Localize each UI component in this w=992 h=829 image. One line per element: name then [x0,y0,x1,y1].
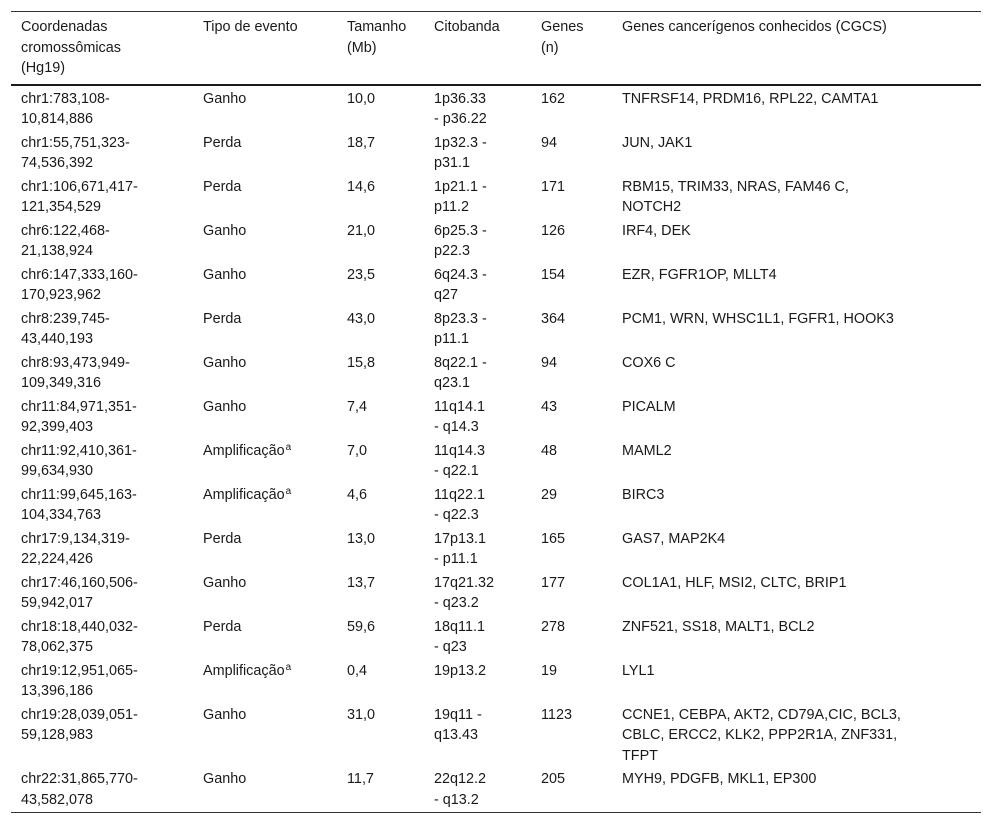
table-row [11,396,981,440]
table-row [11,264,981,308]
cell-size: 23,5 [347,266,376,283]
cell-genes-count: 29 [541,486,558,503]
header-cancer-genes: Genes cancerígenos conhecidos (CGCS) [622,19,887,35]
table-row [11,704,981,769]
cell-genes-count: 94 [541,354,558,371]
cell-cytoband: 1p36.33 - p36.22 [434,90,487,127]
cell-cytoband: 19q11 - q13.43 [434,706,482,743]
cell-size: 13,0 [347,530,376,547]
cell-event-type [193,264,337,308]
table-header-row [11,12,981,85]
cell-coordinates: chr17:46,160,506- 59,942,017 [21,574,138,611]
cell-event-type [193,176,337,220]
cell-genes-count: 48 [541,442,558,459]
table-body [11,85,981,813]
event-type-label: Ganho [203,574,247,591]
cell-size: 7,4 [347,398,368,415]
table-row [11,220,981,264]
cell-event-type [193,484,337,528]
cell-size: 59,6 [347,618,376,635]
cell-cancer-genes: MAML2 [622,442,672,459]
table-row [11,768,981,813]
event-type-label: Ganho [203,706,247,723]
event-type-label: Ganho [203,354,247,371]
event-type-label: Amplificação [203,486,285,503]
event-type-label: Perda [203,310,242,327]
cell-event-type [193,396,337,440]
cell-size: 4,6 [347,486,368,503]
cell-cancer-genes: LYL1 [622,662,655,679]
cell-size: 10,0 [347,90,376,107]
cell-cancer-genes: RBM15, TRIM33, NRAS, FAM46 C, NOTCH2 [622,178,849,215]
cell-cancer-genes: COX6 C [622,354,676,371]
cell-coordinates: chr19:28,039,051- 59,128,983 [21,706,138,743]
cell-genes-count: 177 [541,574,566,591]
cell-cancer-genes: PICALM [622,398,676,415]
cell-genes-count: 364 [541,310,566,327]
footnote-marker: a [285,661,292,673]
cell-coordinates: chr19:12,951,065- 13,396,186 [21,662,138,699]
cell-coordinates: chr6:122,468- 21,138,924 [21,222,110,259]
table-row [11,484,981,528]
cell-genes-count: 278 [541,618,566,635]
cell-cytoband: 11q14.3 - q22.1 [434,442,485,479]
event-type-label: Perda [203,134,242,151]
cell-cancer-genes: BIRC3 [622,486,665,503]
cell-size: 31,0 [347,706,376,723]
cell-size: 13,7 [347,574,376,591]
table-row [11,440,981,484]
cell-coordinates: chr11:92,410,361- 99,634,930 [21,442,137,479]
cell-cancer-genes: TNFRSF14, PRDM16, RPL22, CAMTA1 [622,90,879,107]
cell-coordinates: chr17:9,134,319- 22,224,426 [21,530,130,567]
cell-genes-count: 154 [541,266,566,283]
table-row [11,660,981,704]
cell-genes-count: 165 [541,530,566,547]
footnote-marker: a [285,485,292,497]
cell-event-type [193,616,337,660]
cell-cancer-genes: PCM1, WRN, WHSC1L1, FGFR1, HOOK3 [622,310,894,327]
table-row [11,308,981,352]
cell-cytoband: 11q14.1 - q14.3 [434,398,485,435]
cell-cancer-genes: COL1A1, HLF, MSI2, CLTC, BRIP1 [622,574,847,591]
cell-event-type [193,308,337,352]
cell-cytoband: 1p21.1 - p11.2 [434,178,487,215]
cell-coordinates: chr18:18,440,032- 78,062,375 [21,618,138,655]
event-type-label: Ganho [203,222,247,239]
event-type-label: Perda [203,178,242,195]
cell-event-type [193,132,337,176]
cnv-table [11,11,981,813]
cell-genes-count: 126 [541,222,566,239]
cell-cytoband: 22q12.2 - q13.2 [434,771,487,808]
cell-genes-count: 43 [541,398,558,415]
cell-size: 18,7 [347,134,376,151]
table-row [11,352,981,396]
header-cytoband: Citobanda [434,19,500,35]
cell-cytoband: 1p32.3 - p31.1 [434,134,487,171]
cell-coordinates: chr22:31,865,770- 43,582,078 [21,771,138,808]
cell-cytoband: 17p13.1 - p11.1 [434,530,487,567]
table-container [11,11,981,813]
cell-cancer-genes: ZNF521, SS18, MALT1, BCL2 [622,618,815,635]
cell-event-type [193,660,337,704]
cell-event-type [193,768,337,813]
cell-event-type [193,220,337,264]
cell-cytoband: 19p13.2 [434,662,487,679]
cell-genes-count: 94 [541,134,558,151]
cell-coordinates: chr1:783,108- 10,814,886 [21,90,110,127]
cell-cancer-genes: EZR, FGFR1OP, MLLT4 [622,266,777,283]
cell-size: 21,0 [347,222,376,239]
cell-genes-count: 1123 [541,706,572,723]
cell-size: 14,6 [347,178,376,195]
table-row [11,616,981,660]
cell-cytoband: 6p25.3 - p22.3 [434,222,487,259]
cell-cancer-genes: JUN, JAK1 [622,134,693,151]
cell-cancer-genes: GAS7, MAP2K4 [622,530,726,547]
table-row [11,85,981,132]
event-type-label: Ganho [203,398,247,415]
event-type-label: Ganho [203,266,247,283]
cell-coordinates: chr1:106,671,417- 121,354,529 [21,178,138,215]
cell-cancer-genes: MYH9, PDGFB, MKL1, EP300 [622,771,817,787]
cell-cytoband: 17q21.32 - q23.2 [434,574,495,611]
cell-size: 0,4 [347,662,368,679]
header-size: Tamanho (Mb) [347,19,407,56]
cell-cancer-genes: IRF4, DEK [622,222,691,239]
cell-genes-count: 205 [541,771,566,787]
cell-cytoband: 18q11.1 - q23 [434,618,485,655]
cell-genes-count: 162 [541,90,566,107]
cell-coordinates: chr8:93,473,949- 109,349,316 [21,354,130,391]
table-row [11,132,981,176]
event-type-label: Perda [203,618,242,635]
cell-cytoband: 6q24.3 - q27 [434,266,487,303]
event-type-label: Perda [203,530,242,547]
cell-coordinates: chr8:239,745- 43,440,193 [21,310,110,347]
header-event-type: Tipo de evento [203,19,298,35]
cell-size: 15,8 [347,354,376,371]
cell-coordinates: chr11:84,971,351- 92,399,403 [21,398,137,435]
cell-cancer-genes: CCNE1, CEBPA, AKT2, CD79A,CIC, BCL3, CBLC, ERCC2, KLK2, PPP2R1A, ZNF331, TFPT [622,706,901,764]
table-row [11,528,981,572]
cell-size: 7,0 [347,442,368,459]
event-type-label: Ganho [203,90,247,107]
table-row [11,176,981,220]
cell-size: 11,7 [347,771,374,787]
cell-cytoband: 11q22.1 - q22.3 [434,486,485,523]
event-type-label: Amplificação [203,662,285,679]
cell-event-type [193,704,337,769]
cell-genes-count: 171 [541,178,566,195]
cell-event-type [193,352,337,396]
cell-size: 43,0 [347,310,376,327]
cell-coordinates: chr6:147,333,160- 170,923,962 [21,266,138,303]
header-coordinates: Coordenadas cromossômicas (Hg19) [21,19,121,76]
cell-coordinates: chr11:99,645,163- 104,334,763 [21,486,137,523]
cell-event-type [193,440,337,484]
event-type-label: Amplificação [203,442,285,459]
event-type-label: Ganho [203,771,247,787]
footnote-marker: a [285,441,292,453]
header-genes-count: Genes (n) [541,19,584,56]
cell-event-type [193,85,337,132]
cell-cytoband: 8p23.3 - p11.1 [434,310,487,347]
cell-coordinates: chr1:55,751,323- 74,536,392 [21,134,130,171]
cell-event-type [193,572,337,616]
cell-event-type [193,528,337,572]
cell-genes-count: 19 [541,662,558,679]
table-row [11,572,981,616]
cell-cytoband: 8q22.1 - q23.1 [434,354,487,391]
